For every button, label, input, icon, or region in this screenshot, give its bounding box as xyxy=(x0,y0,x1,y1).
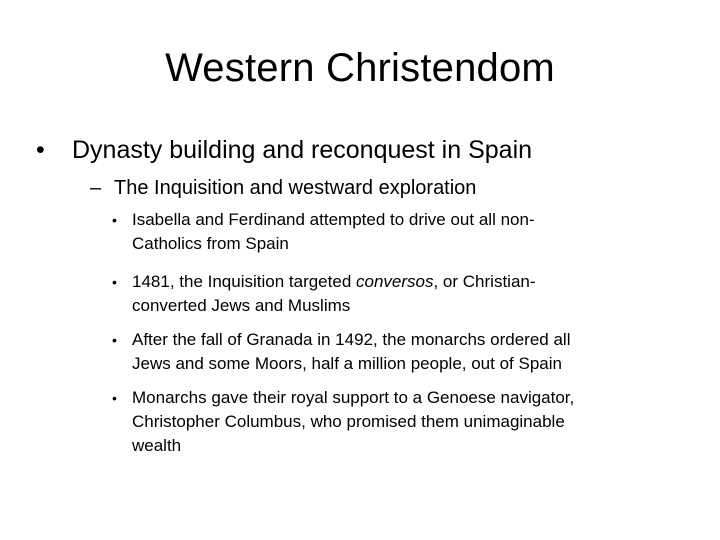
bullet-dot-icon: • xyxy=(112,274,117,290)
bullet-dot-icon: • xyxy=(112,390,117,406)
bullet-text-line: Jews and some Moors, half a million people, out of Spain xyxy=(132,354,562,373)
bullet-level3-item xyxy=(112,208,682,256)
bullet-text-line: Catholics from Spain xyxy=(132,234,289,253)
bullet-text-line: After the fall of Granada in 1492, the monarchs ordered all xyxy=(132,330,571,349)
bullet-text-line: converted Jews and Muslims xyxy=(132,296,351,315)
bullet-text-line: Christopher Columbus, who promised them unimaginable xyxy=(132,412,565,431)
bullet-text-segment: , or Christian- xyxy=(433,272,536,291)
bullet-level3-item xyxy=(112,386,682,458)
bullet-level1-text: Dynasty building and reconquest in Spain xyxy=(72,136,533,164)
bullet-dot-icon: • xyxy=(112,212,117,228)
bullet-dash-icon: – xyxy=(90,177,102,199)
slide-title: Western Christendom xyxy=(165,46,555,90)
bullet-level2-text: The Inquisition and westward exploration xyxy=(114,177,477,199)
bullet-text-segment: 1481, the Inquisition targeted xyxy=(132,272,356,291)
bullet-text-line: Monarchs gave their royal support to a Genoese navigator, xyxy=(132,388,575,407)
italic-term: conversos xyxy=(356,272,434,291)
bullet-dot-icon: • xyxy=(112,332,117,348)
bullet-level3-item xyxy=(112,328,682,376)
bullet-text-line: Isabella and Ferdinand attempted to drive out all non- xyxy=(132,210,535,229)
bullet-text-line xyxy=(132,270,682,294)
bullet-level3-item xyxy=(112,270,682,318)
bullet-dot-icon: • xyxy=(36,136,45,164)
bullet-text-line: wealth xyxy=(132,436,182,455)
